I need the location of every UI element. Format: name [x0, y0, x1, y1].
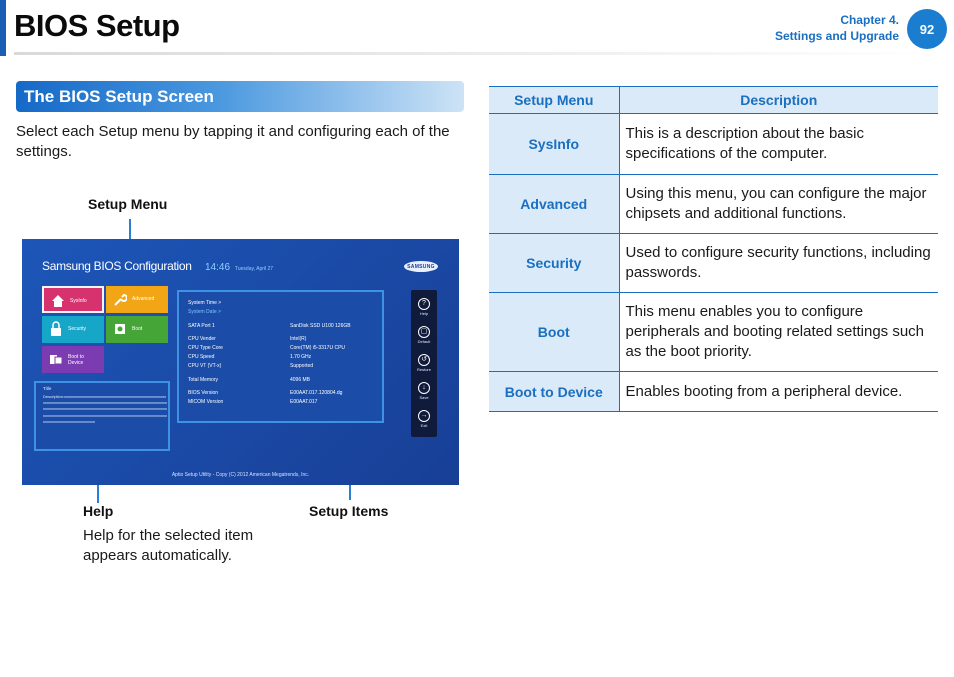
item-cpu-vt: CPU VT (VT-x) — [188, 363, 222, 369]
item-cpu-vendor-value: Intel(R) — [290, 336, 307, 342]
row-desc-advanced: Using this menu, you can configure the major chipsets and additional functions. — [619, 175, 938, 234]
bios-footer: Aptio Setup Utility - Copy (C) 2012 American Megatrends, Inc. — [171, 472, 310, 478]
item-total-memory-value: 4096 MB — [290, 377, 311, 383]
item-cpu-speed-value: 1.70 GHz — [290, 354, 312, 360]
row-desc-boot-to-device: Enables booting from a peripheral device. — [619, 372, 938, 412]
row-desc-sysinfo: This is a description about the basic specifications of the computer. — [619, 114, 938, 175]
bios-help-text: Description:xxxxxxxxxxxxxxxxxxxxxxxxxxxxxxxxxxxxxxxxxxxxxxxxxxxxxxxxxxxxxxxxxxxxxxxxxxxxxxxxxxxxxxxxxxxxxxxxxxxxxxxxxxxxxxxxxxxxxxxxxxxxxxxxxxxxxxxxxxxxxxxxxxxxxxxxxxxxxxxxxxxxxxxxxxxxxxxxxxxxxxxxxxxxxxxxxxxxxxxxxxxxxxxxxxxxxxxxxxxxxxxxxxxxxxxxxxxxxxxxxxxxxxxxxxxxxxxxxxxxxxx — [43, 394, 167, 424]
setup-menu-table — [489, 86, 938, 412]
item-sata-value: SanDisk SSD U100 126GB — [290, 323, 351, 329]
item-total-memory: Total Memory — [188, 377, 219, 383]
callout-help-desc-line2: appears automatically. — [83, 547, 232, 564]
table-row — [489, 234, 938, 293]
restore-icon: ↺ — [418, 354, 430, 366]
tile-sysinfo-label: SysInfo — [70, 298, 87, 304]
device-icon — [49, 351, 63, 367]
page-number-badge: 92 — [907, 9, 947, 49]
callout-setup-menu: Setup Menu — [88, 196, 168, 212]
save-icon: ↓ — [418, 382, 430, 394]
tile-boot[interactable] — [106, 316, 168, 343]
callout-setup-items: Setup Items — [309, 503, 389, 519]
table-row — [489, 372, 938, 412]
row-desc-security: Used to configure security functions, including passwords. — [619, 234, 938, 293]
row-menu-security: Security — [489, 234, 619, 293]
side-help-label: Help — [419, 311, 429, 316]
table-row — [489, 114, 938, 175]
tile-boot-to-device-line2: Device — [68, 360, 84, 366]
side-exit-button[interactable] — [415, 410, 433, 434]
tile-security-label: Security — [68, 326, 87, 332]
section-title: The BIOS Setup Screen — [24, 87, 214, 106]
callout-help-desc-line1: Help for the selected item — [83, 527, 254, 544]
tile-boot-to-device-line1: Boot to — [68, 354, 84, 360]
row-menu-advanced: Advanced — [489, 175, 619, 234]
side-default-label: Default — [417, 339, 431, 344]
default-icon: ▢ — [418, 326, 430, 338]
bios-title: Samsung BIOS Configuration — [42, 259, 192, 273]
help-icon: ? — [418, 298, 430, 310]
bios-help-panel — [34, 381, 170, 451]
side-save-label: Save — [419, 395, 429, 400]
header-description: Description — [619, 87, 938, 114]
bios-screenshot — [22, 239, 459, 485]
home-icon — [51, 293, 65, 309]
lock-icon — [49, 321, 63, 337]
item-bios-version-value: E00AAT.017.120804.dg — [290, 390, 343, 396]
side-help-button[interactable] — [415, 298, 433, 322]
samsung-logo — [404, 261, 438, 272]
item-micom-version-value: E00AAT.017 — [290, 399, 318, 405]
item-system-time[interactable]: System Time > — [188, 300, 222, 306]
side-default-button[interactable] — [415, 326, 433, 350]
item-bios-version: BIOS Version — [188, 390, 219, 396]
tile-boot-label: Boot — [132, 326, 143, 332]
item-system-date[interactable]: System Date > — [188, 309, 221, 315]
bios-date: Tuesday, April 27 — [235, 266, 274, 272]
chapter-label — [775, 12, 899, 44]
tile-boot-to-device[interactable] — [42, 346, 104, 373]
table-row — [489, 293, 938, 372]
side-restore-label: Restore — [416, 367, 431, 372]
tile-advanced-label: Advanced — [132, 296, 155, 302]
item-cpu-type-value: Core(TM) i5-3317U CPU — [290, 345, 346, 351]
item-micom-version: MICOM Version — [188, 399, 224, 405]
tile-sysinfo[interactable] — [42, 286, 104, 313]
item-cpu-vendor: CPU Vender — [188, 336, 216, 342]
chapter-number: Chapter 4. — [840, 13, 899, 27]
bios-time: 14:46 — [205, 262, 231, 273]
tile-advanced[interactable] — [106, 286, 168, 313]
row-menu-sysinfo: SysInfo — [489, 114, 619, 175]
item-cpu-type: CPU Type Core — [188, 345, 223, 351]
item-sata-port: SATA Port 1 — [188, 323, 215, 329]
callout-help: Help — [83, 503, 114, 519]
row-desc-boot: This menu enables you to configure peripherals and booting related settings such as the boot priority. — [619, 293, 938, 372]
bios-help-title: Title — [43, 386, 52, 391]
bios-setup-items-panel — [177, 290, 384, 423]
tile-boot-to-device-label — [68, 354, 84, 366]
section-header — [16, 81, 464, 112]
side-restore-button[interactable] — [415, 354, 433, 378]
samsung-logo-text: SAMSUNG — [407, 263, 435, 270]
header-setup-menu: Setup Menu — [489, 87, 619, 114]
chapter-name: Settings and Upgrade — [774, 29, 899, 43]
row-menu-boot: Boot — [489, 293, 619, 372]
side-save-button[interactable] — [415, 382, 433, 406]
item-cpu-speed: CPU Speed — [188, 354, 215, 360]
item-cpu-vt-value: Supported — [290, 363, 314, 369]
tile-security[interactable] — [42, 316, 104, 343]
table-header-row — [489, 87, 938, 114]
page-title: BIOS Setup — [14, 8, 180, 43]
header-accent-bar — [0, 0, 6, 56]
callout-help-desc — [83, 526, 253, 566]
intro-text: Select each Setup menu by tapping it and configuring each of the settings. — [16, 123, 450, 160]
bios-side-panel — [411, 290, 437, 437]
side-exit-label: Exit — [420, 423, 428, 428]
exit-icon: → — [418, 410, 430, 422]
table-row — [489, 175, 938, 234]
boot-icon — [113, 321, 127, 337]
wrench-icon — [113, 291, 127, 307]
row-menu-boot-to-device: Boot to Device — [489, 372, 619, 412]
header-divider — [14, 52, 936, 55]
